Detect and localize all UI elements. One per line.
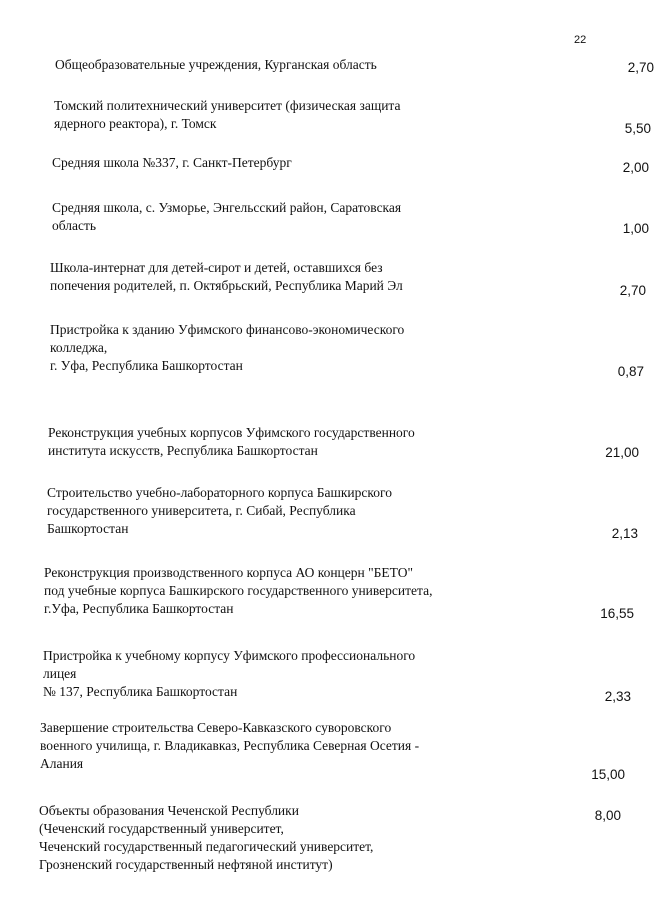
page-number: 22	[574, 34, 587, 46]
entry-line: область	[52, 218, 97, 233]
entry-line: колледжа,	[50, 340, 108, 355]
entry-line: Пристройка к зданию Уфимского финансово-экономического	[50, 322, 405, 337]
entry-description	[43, 647, 493, 701]
entry-line: Общеобразовательные учреждения, Курганская область	[55, 57, 377, 72]
entry-amount: 2,13	[611, 526, 638, 541]
entry-line: Школа-интернат для детей-сирот и детей, оставшихся без	[50, 260, 383, 275]
entry-line: военного училища, г. Владикавказ, Республика Северная Осетия -	[40, 738, 420, 753]
entry-line: Объекты образования Чеченской Республики	[39, 803, 299, 818]
entry-line: Башкортостан	[47, 521, 129, 536]
entry-10	[40, 719, 625, 789]
entry-amount: 2,33	[604, 689, 631, 704]
entry-line: Реконструкция учебных корпусов Уфимского государственного	[48, 425, 415, 440]
entry-line: института искусств, Республика Башкортостан	[48, 443, 318, 458]
entry-description	[47, 484, 497, 538]
entry-line: Строительство учебно-лабораторного корпуса Башкирского	[47, 485, 392, 500]
entry-line: Пристройка к учебному корпусу Уфимского профессионального	[43, 648, 416, 663]
entry-line: государственного университета, г. Сибай, Республика	[47, 503, 356, 518]
entry-amount: 16,55	[600, 606, 634, 621]
entry-7	[47, 484, 638, 554]
entry-line: Средняя школа №337, г. Санкт-Петербург	[52, 155, 292, 170]
entry-line: г.Уфа, Республика Башкортостан	[44, 601, 234, 616]
entry-amount: 5,50	[624, 121, 651, 136]
entry-description	[54, 97, 504, 133]
entry-description	[55, 56, 505, 74]
entry-amount: 15,00	[591, 767, 625, 782]
entry-description	[48, 424, 498, 460]
entry-amount: 8,00	[594, 808, 621, 823]
entry-line: Средняя школа, с. Узморье, Энгельсский район, Саратовская	[52, 200, 402, 215]
entry-description	[52, 154, 502, 172]
entry-line: ядерного реактора), г. Томск	[54, 116, 217, 131]
entry-amount: 1,00	[622, 221, 649, 236]
entry-description	[40, 719, 490, 773]
entry-description	[39, 802, 489, 874]
entry-description	[50, 321, 500, 375]
entry-description	[44, 564, 494, 618]
entry-line: (Чеченский государственный университет,	[39, 821, 284, 836]
entry-amount: 21,00	[605, 445, 639, 460]
entry-amount: 2,70	[627, 60, 654, 75]
entry-line: Алания	[40, 756, 84, 771]
entry-amount: 2,70	[619, 283, 646, 298]
entry-amount: 2,00	[622, 160, 649, 175]
entry-line: под учебные корпуса Башкирского государственного университета,	[44, 583, 433, 598]
entry-line: Грозненский государственный нефтяной институт)	[39, 857, 333, 872]
entry-line: Чеченский государственный педагогический университет,	[39, 839, 374, 854]
entry-line: лицея	[43, 666, 77, 681]
entry-amount: 0,87	[617, 364, 644, 379]
entry-line: Завершение строительства Северо-Кавказского суворовского	[40, 720, 392, 735]
entry-11	[39, 802, 619, 872]
entry-description	[50, 259, 500, 295]
entry-line: Реконструкция производственного корпуса АО концерн "БЕТО"	[44, 565, 413, 580]
entry-description	[52, 199, 502, 235]
entry-4	[50, 259, 646, 329]
entry-line: Томский политехнический университет (физическая защита	[54, 98, 401, 113]
entry-8	[44, 564, 634, 634]
entry-line: г. Уфа, Республика Башкортостан	[50, 358, 243, 373]
entry-5	[50, 321, 644, 391]
entry-9	[43, 647, 631, 717]
entry-line: попечения родителей, п. Октябрьский, Республика Марий Эл	[50, 278, 403, 293]
entry-line: № 137, Республика Башкортостан	[43, 684, 238, 699]
